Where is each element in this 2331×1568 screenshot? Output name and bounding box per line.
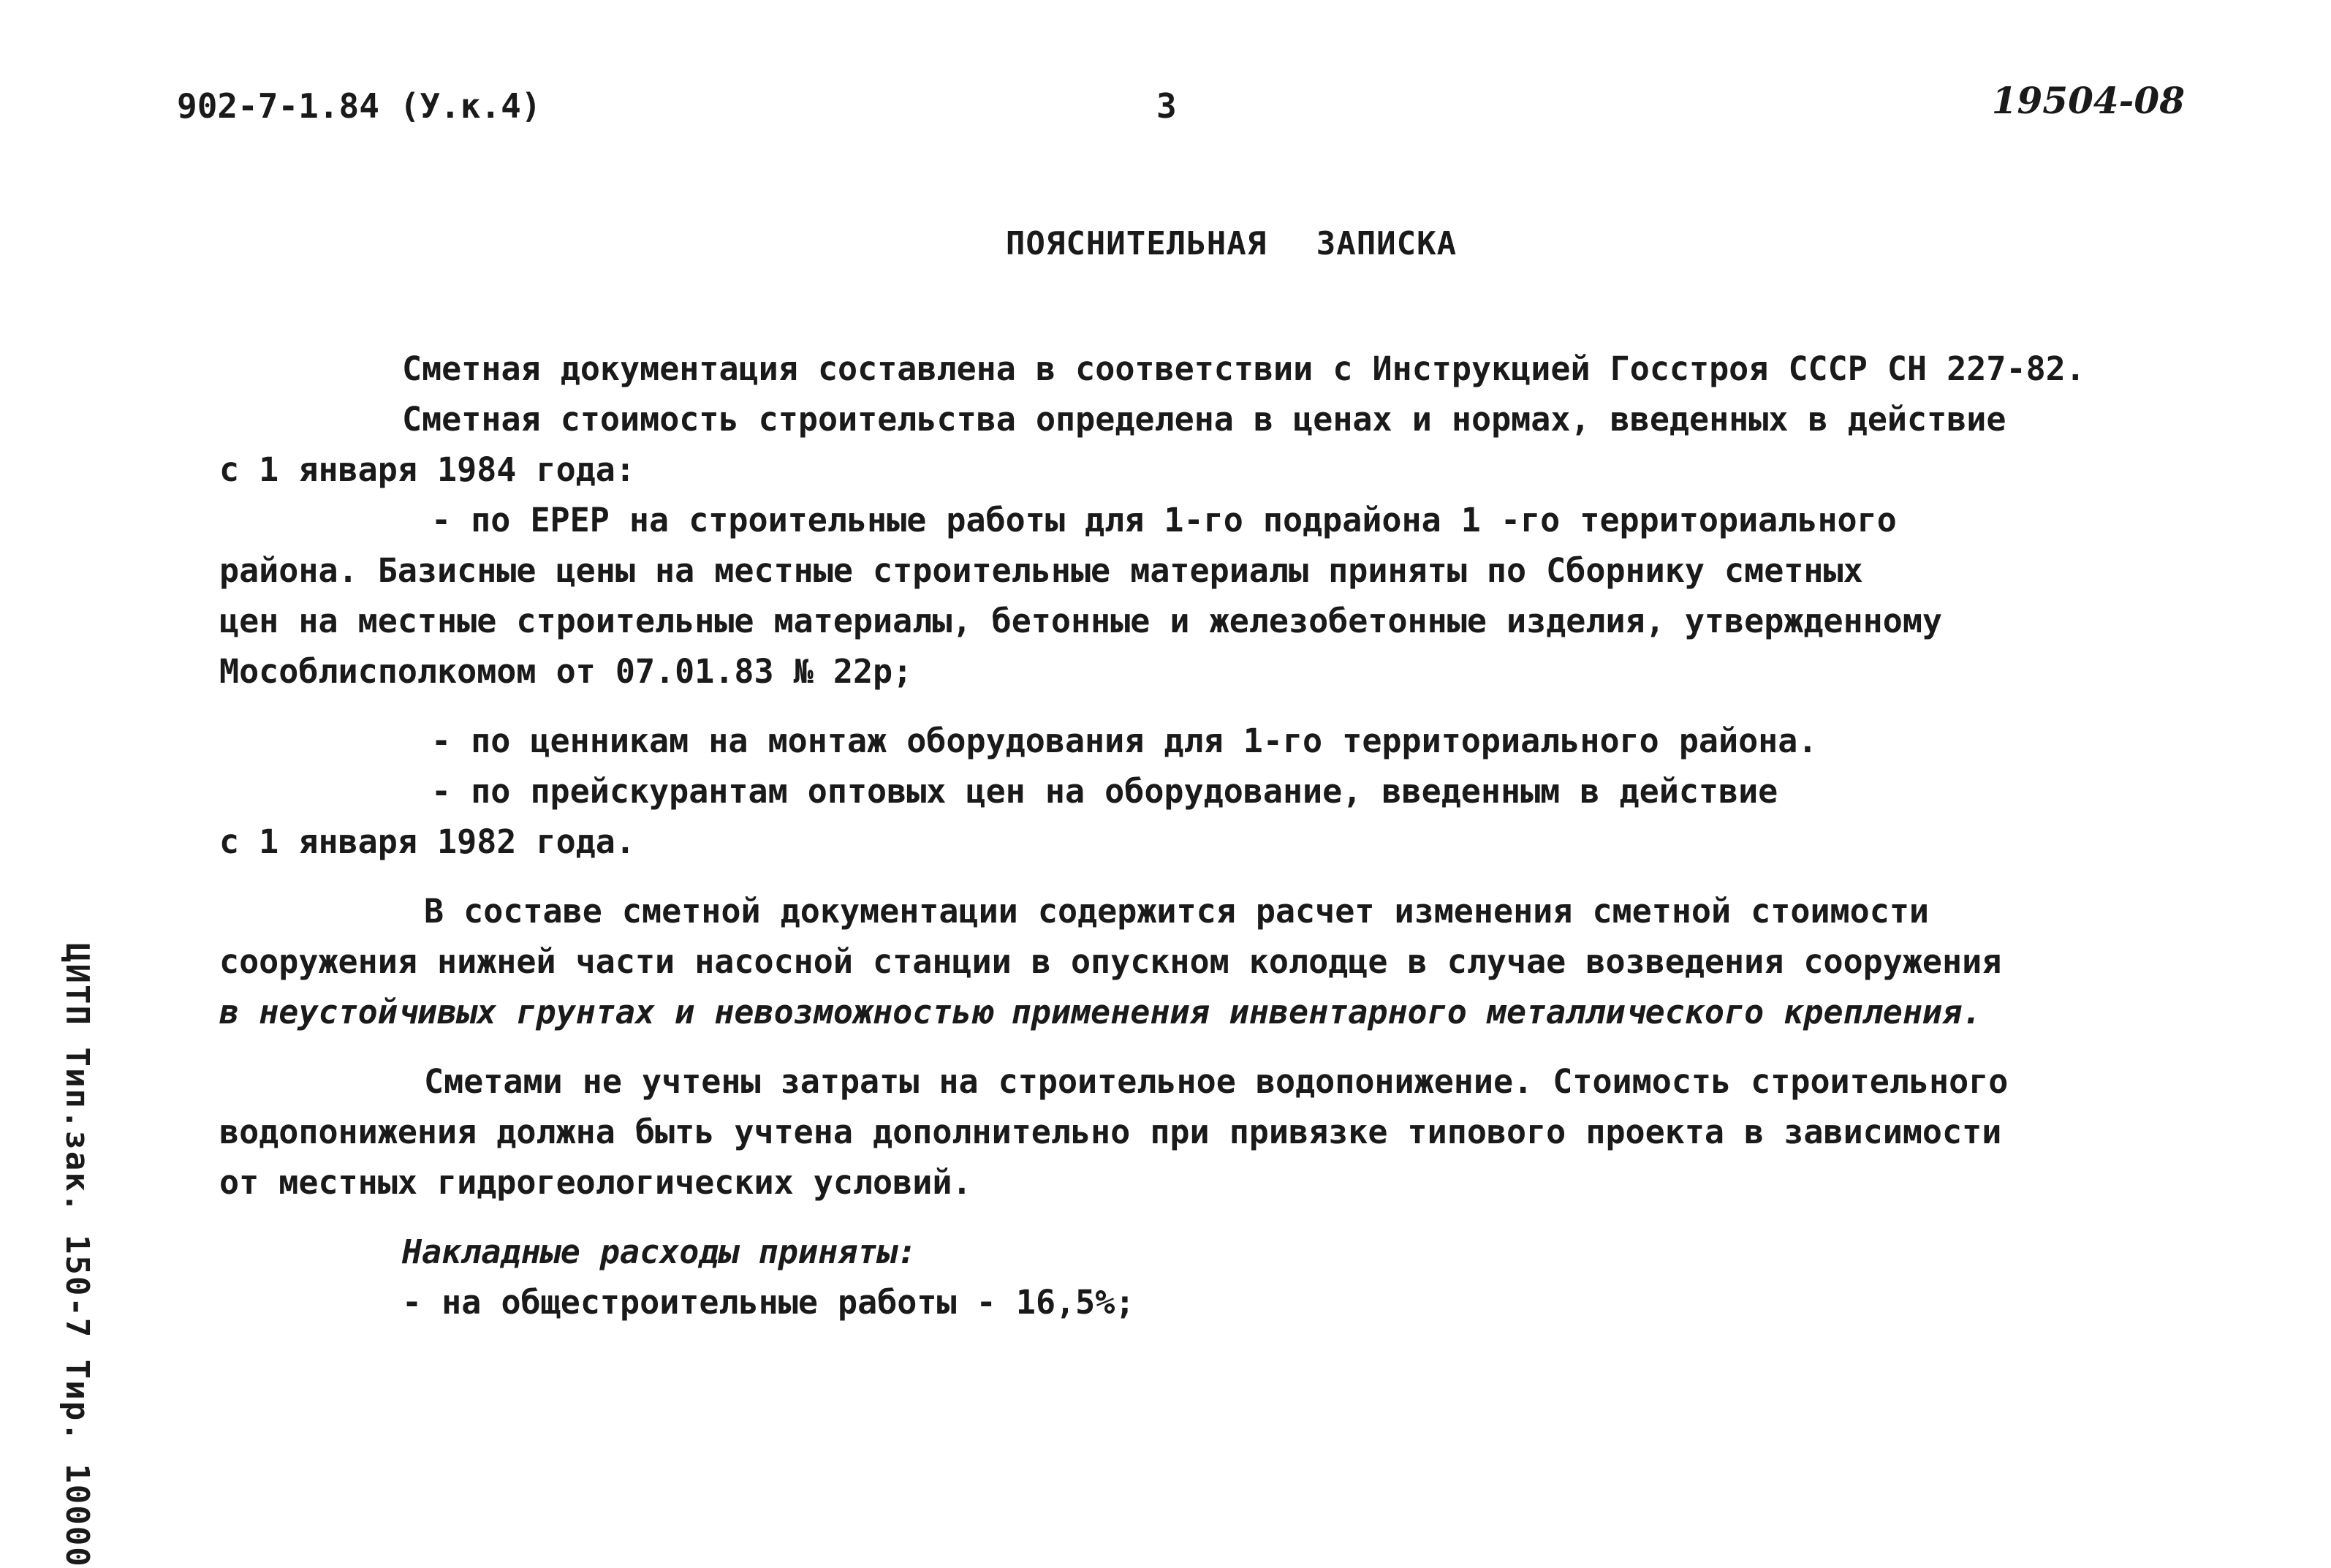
side-print-stamp: ЦИТП Тип.зак. 150-7 Тир. 10000	[58, 943, 96, 1568]
paragraph-line: - по прейскурантам оптовых цен на оборудование, введенным в действие	[431, 772, 1778, 811]
paragraph-line: Мособлисполкомом от 07.01.83 № 22р;	[219, 652, 913, 691]
paragraph-line: сооружения нижней части насосной станции в опускном колодце в случае возведения сооружения	[219, 942, 2002, 981]
paragraph-line: Сметная стоимость строительства определена в ценах и нормах, введенных в действие	[402, 400, 2006, 439]
paragraph-line: в неустойчивых грунтах и невозможностью применения инвентарного металлического крепления.	[219, 993, 1982, 1031]
paragraph-line: с 1 января 1984 года:	[219, 450, 635, 489]
paragraph-line: цен на местные строительные материалы, бетонные и железобетонные изделия, утвержденному	[219, 602, 1943, 640]
spacer	[219, 867, 2149, 886]
document-code: 902-7-1.84 (У.к.4)	[177, 86, 542, 126]
paragraph-line: Накладные расходы приняты:	[402, 1232, 917, 1271]
spacer	[219, 697, 2149, 716]
paragraph-line: водопонижения должна быть учтена дополнительно при привязке типового проекта в зависимости	[219, 1113, 2002, 1151]
paragraph-line: с 1 января 1982 года.	[219, 822, 635, 861]
page-title: ПОЯСНИТЕЛЬНАЯ ЗАПИСКА	[1005, 225, 1458, 262]
spacer	[219, 1037, 2149, 1056]
explanatory-note-body	[219, 344, 2149, 1328]
paragraph-line: - по ЕРЕР на строительные работы для 1-го подрайона 1 -го территориального	[431, 501, 1897, 539]
paragraph-line: района. Базисные цены на местные строительные материалы приняты по Сборнику сметных	[219, 551, 1863, 590]
paragraph-line: Сметами не учтены затраты на строительное водопонижение. Стоимость строительного	[424, 1062, 2009, 1101]
spacer	[219, 1208, 2149, 1227]
page-number: 3	[1156, 86, 1177, 126]
paragraph-line: Сметная документация составлена в соответствии с Инструкцией Госстроя СССР СН 227-82.	[402, 349, 2085, 388]
paragraph-line: В составе сметной документации содержится расчет изменения сметной стоимости	[424, 892, 1930, 931]
archive-number: 19504-08	[1991, 79, 2185, 122]
paragraph-line: от местных гидрогеологических условий.	[219, 1163, 972, 1202]
paragraph-line: - на общестроительные работы - 16,5%;	[402, 1283, 1135, 1322]
paragraph-line: - по ценникам на монтаж оборудования для 1-го территориального района.	[431, 721, 1818, 760]
